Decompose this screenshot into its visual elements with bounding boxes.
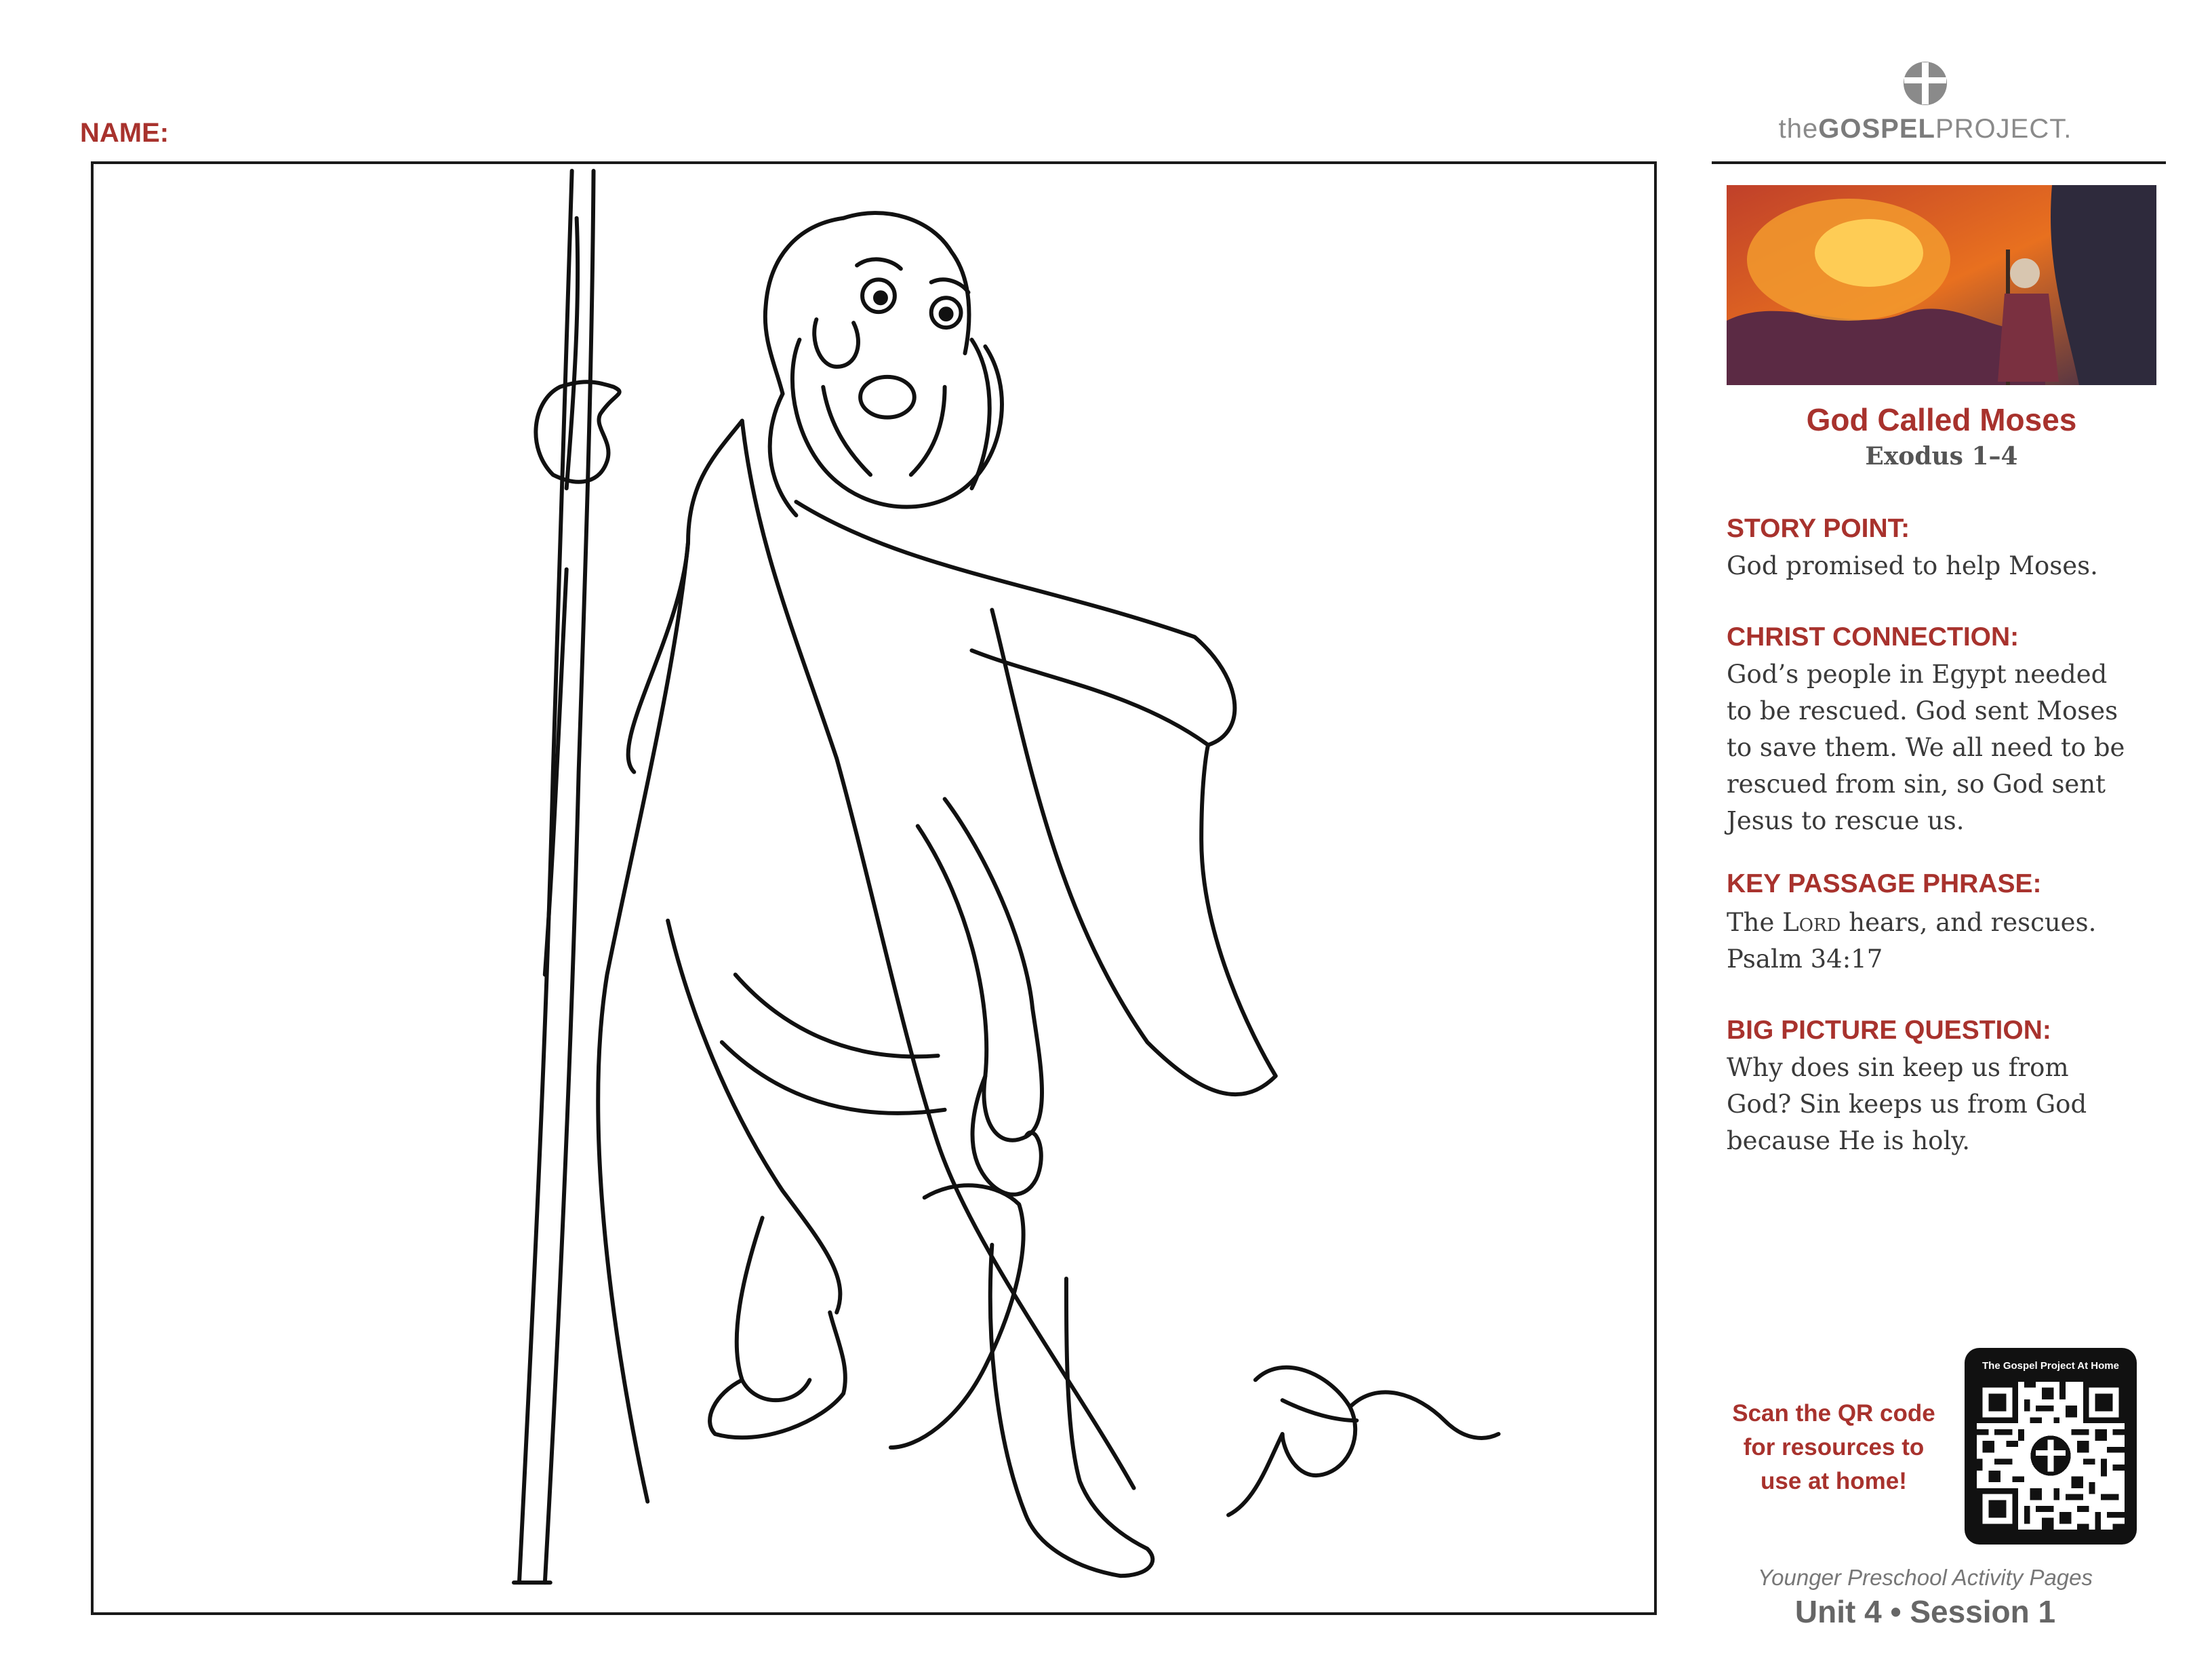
story-point-heading: STORY POINT: <box>1727 514 1910 543</box>
story-illustration <box>1727 185 2156 385</box>
scripture-reference: Exodus 1–4 <box>1865 442 2018 471</box>
big-picture-heading: BIG PICTURE QUESTION: <box>1727 1016 2051 1045</box>
series-title: Younger Preschool Activity Pages <box>1757 1565 2093 1590</box>
moses-line-art <box>94 164 1654 1612</box>
qr-instructions: Scan the QR code for resources to use at home! <box>1732 1400 1935 1494</box>
brand-logo <box>1776 60 2074 148</box>
christ-connection-text: God’s people in Egypt needed to be rescued. God sent Moses to save them. We all need to be rescued from sin, so God sent Jesus to rescue us. <box>1727 660 2125 835</box>
christ-connection-heading: CHRIST CONNECTION: <box>1727 622 2019 652</box>
story-point-text: God promised to help Moses. <box>1727 551 2098 580</box>
brand-wordmark: theGOSPELPROJECT. <box>1778 114 2072 144</box>
qr-pattern <box>1977 1382 2125 1530</box>
name-label: NAME: <box>80 118 169 148</box>
cross-logo-icon <box>1902 60 1949 107</box>
qr-code[interactable] <box>1965 1348 2137 1545</box>
lesson-title: God Called Moses <box>1806 402 2077 437</box>
unit-session: Unit 4 • Session 1 <box>1794 1594 2056 1629</box>
key-passage-heading: KEY PASSAGE PHRASE: <box>1727 869 2042 898</box>
qr-caption: The Gospel Project At Home <box>1982 1360 2119 1372</box>
header-divider <box>1712 161 2166 164</box>
coloring-frame <box>91 161 1657 1615</box>
key-passage-text: The Lord hears, and rescues. Psalm 34:17 <box>1727 908 2097 974</box>
big-picture-text: Why does sin keep us from God? Sin keeps us from God because He is holy. <box>1727 1053 2087 1155</box>
